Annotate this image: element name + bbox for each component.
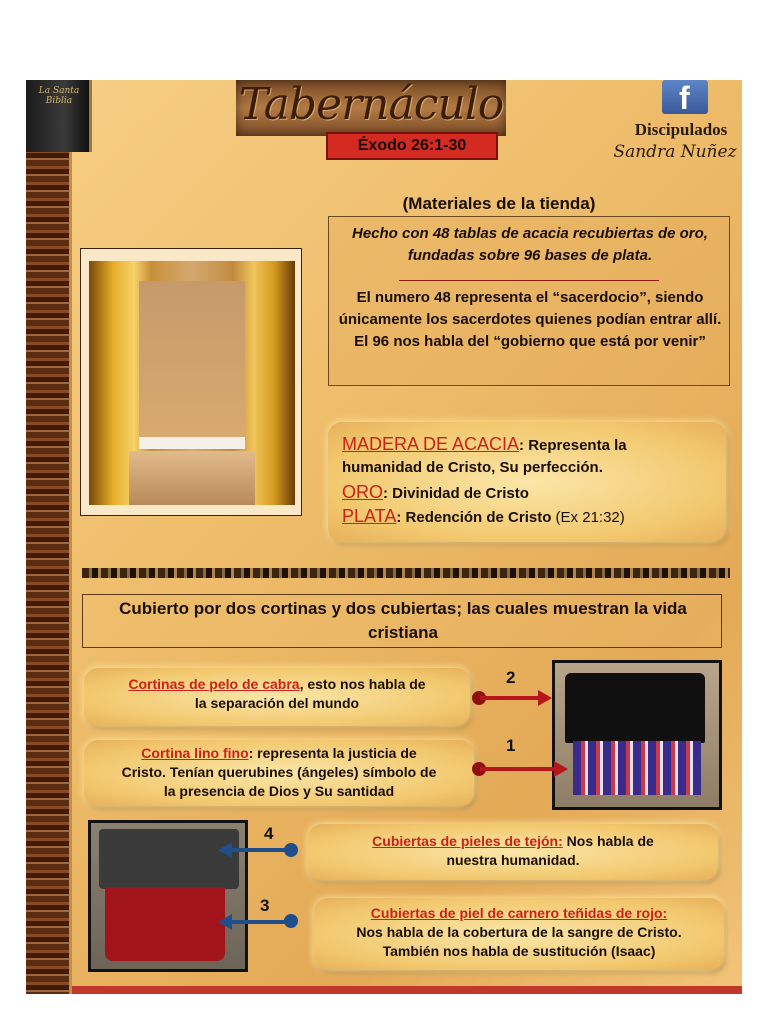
number-4: 4 [264, 824, 274, 843]
number-1: 1 [506, 736, 516, 755]
bible-image [26, 80, 92, 152]
bible-cover-text: La Santa Biblia [38, 86, 80, 106]
number-2: 2 [506, 668, 516, 687]
arrow-dot [284, 914, 298, 928]
plata-label: PLATA [342, 506, 397, 526]
fine-linen-text: : representa la justicia de [248, 745, 417, 761]
decorative-border [26, 80, 72, 994]
page [26, 80, 742, 994]
tabernacle-interior-image [80, 248, 302, 516]
coverings-heading: Cubierto por dos cortinas y dos cubiertas; las cuales muestran la vida cristiana [119, 599, 687, 642]
goat-hair-text-2: la separación del mundo [194, 695, 360, 711]
badger-skins-label: Cubiertas de pieles de tejón: [372, 833, 563, 849]
red-arrow [480, 767, 556, 771]
title-banner [236, 80, 506, 136]
materials-italic-text: Hecho con 48 tablas de acacia recubiertas de oro, fundadas sobre 96 bases de plata. [352, 225, 708, 264]
ram-skins-label: Cubiertas de piel de carnero teñidas de rojo: [370, 905, 668, 921]
goat-hair-label: Cortinas de pelo de cabra [128, 676, 300, 692]
oro-label: ORO [342, 482, 384, 502]
acacia-label: MADERA DE ACACIA [342, 434, 520, 454]
section-divider [82, 568, 730, 578]
covering-item-fine-linen [84, 740, 474, 806]
number-3: 3 [260, 896, 270, 915]
badger-skins-text: Nos habla de [562, 833, 654, 849]
page-title: Tabernáculo [238, 80, 504, 130]
plata-reference: (Ex 21:32) [551, 509, 625, 526]
facebook-icon[interactable]: f [662, 80, 708, 114]
ram-skins-text: Nos habla de la cobertura de la sangre de Cristo. [356, 924, 682, 940]
coverings-heading-box [82, 594, 722, 648]
covering-item-goat-hair [84, 668, 470, 726]
acacia-text-2: humanidad de Cristo, Su perfección. [342, 459, 603, 476]
acacia-text: : Representa la [519, 437, 627, 454]
red-arrowhead [554, 761, 568, 777]
fine-linen-text-2: Cristo. Tenían querubines (ángeles) símbolo de [121, 764, 437, 780]
materials-explanation: El numero 48 representa el “sacerdocio”, siendo únicamente los sacerdotes quienes podían entrar allí. El 96 nos habla del “gobierno que está por venir” [338, 289, 722, 350]
author-signature: Sandra Nuñez [613, 142, 737, 162]
badger-skins-text-2: nuestra humanidad. [446, 852, 580, 868]
covering-item-ram-skins [314, 898, 724, 970]
arrow-dot [284, 843, 298, 857]
tabernacle-cover-image-right [552, 660, 722, 810]
fine-linen-text-3: la presencia de Dios y Su santidad [163, 783, 395, 799]
oro-text: : Divinidad de Cristo [383, 485, 529, 502]
covering-item-badger-skins [308, 824, 718, 880]
author-name: Discipulados [634, 120, 728, 139]
separator-line [399, 280, 659, 281]
ram-skins-text-2: También nos habla de sustitución (Isaac) [382, 943, 656, 959]
goat-hair-text: , esto nos habla de [299, 676, 426, 692]
fine-linen-label: Cortina lino fino [141, 745, 249, 761]
plata-text: : Redención de Cristo [396, 509, 552, 526]
materials-heading: (Materiales de la tienda) [402, 194, 596, 213]
red-arrow [480, 696, 540, 700]
scripture-reference: Éxodo 26:1-30 [326, 132, 498, 160]
symbols-box [328, 422, 726, 542]
blue-arrow [230, 920, 290, 924]
blue-arrow [230, 848, 288, 852]
materials-box [328, 216, 730, 386]
bottom-border [72, 986, 742, 994]
red-arrowhead [538, 690, 552, 706]
